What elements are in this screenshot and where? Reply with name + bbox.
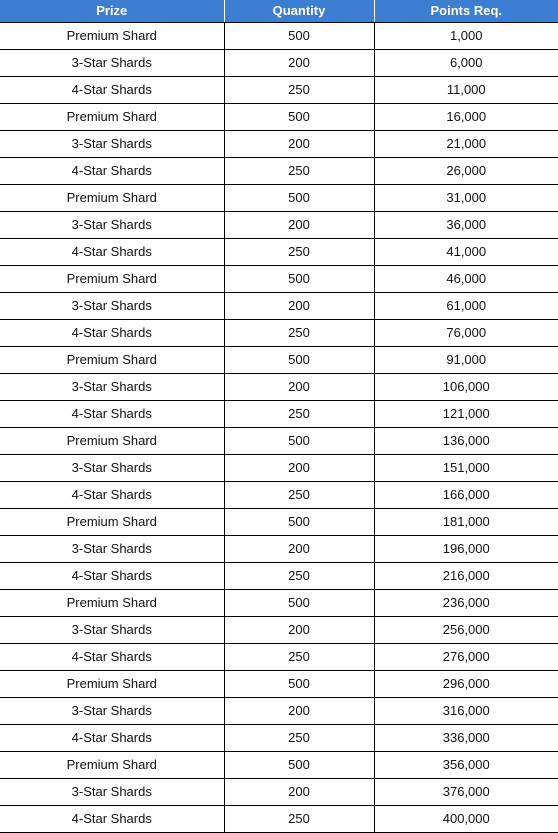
quantity-cell: 250 — [224, 481, 374, 508]
prize-cell: 3-Star Shards — [0, 778, 224, 805]
points-cell: 316,000 — [374, 697, 558, 724]
prize-cell: 4-Star Shards — [0, 157, 224, 184]
table-row — [0, 373, 558, 400]
table-row — [0, 238, 558, 265]
prize-cell: 4-Star Shards — [0, 238, 224, 265]
quantity-cell: 250 — [224, 643, 374, 670]
prize-cell: Premium Shard — [0, 670, 224, 697]
prize-cell: 4-Star Shards — [0, 724, 224, 751]
prize-cell: Premium Shard — [0, 427, 224, 454]
table-row — [0, 211, 558, 238]
prize-cell: Premium Shard — [0, 346, 224, 373]
quantity-cell: 250 — [224, 76, 374, 103]
prize-cell: Premium Shard — [0, 184, 224, 211]
prize-cell: Premium Shard — [0, 103, 224, 130]
points-cell: 121,000 — [374, 400, 558, 427]
quantity-cell: 250 — [224, 157, 374, 184]
quantity-cell: 200 — [224, 130, 374, 157]
prize-cell: Premium Shard — [0, 751, 224, 778]
quantity-cell: 500 — [224, 508, 374, 535]
quantity-cell: 200 — [224, 616, 374, 643]
prize-cell: Premium Shard — [0, 508, 224, 535]
points-cell: 376,000 — [374, 778, 558, 805]
table-row — [0, 346, 558, 373]
column-header-points-required: Points Req. — [374, 0, 558, 22]
prize-cell: 3-Star Shards — [0, 130, 224, 157]
points-cell: 36,000 — [374, 211, 558, 238]
quantity-cell: 500 — [224, 589, 374, 616]
table-header — [0, 0, 558, 22]
prize-cell: 3-Star Shards — [0, 49, 224, 76]
table-row — [0, 76, 558, 103]
quantity-cell: 250 — [224, 400, 374, 427]
points-cell: 336,000 — [374, 724, 558, 751]
quantity-cell: 200 — [224, 454, 374, 481]
header-row — [0, 0, 558, 22]
points-cell: 76,000 — [374, 319, 558, 346]
points-cell: 61,000 — [374, 292, 558, 319]
quantity-cell: 200 — [224, 778, 374, 805]
quantity-cell: 250 — [224, 805, 374, 832]
points-cell: 11,000 — [374, 76, 558, 103]
column-header-quantity: Quantity — [224, 0, 374, 22]
table-row — [0, 265, 558, 292]
prize-cell: 4-Star Shards — [0, 481, 224, 508]
points-cell: 276,000 — [374, 643, 558, 670]
prize-cell: Premium Shard — [0, 265, 224, 292]
quantity-cell: 500 — [224, 427, 374, 454]
table-row — [0, 292, 558, 319]
points-cell: 256,000 — [374, 616, 558, 643]
quantity-cell: 500 — [224, 751, 374, 778]
prize-cell: Premium Shard — [0, 589, 224, 616]
quantity-cell: 200 — [224, 292, 374, 319]
points-cell: 296,000 — [374, 670, 558, 697]
table-row — [0, 805, 558, 832]
quantity-cell: 250 — [224, 562, 374, 589]
prize-cell: 4-Star Shards — [0, 319, 224, 346]
table-row — [0, 751, 558, 778]
table-row — [0, 103, 558, 130]
quantity-cell: 250 — [224, 238, 374, 265]
table-row — [0, 616, 558, 643]
quantity-cell: 250 — [224, 319, 374, 346]
column-header-prize: Prize — [0, 0, 224, 22]
points-cell: 46,000 — [374, 265, 558, 292]
table-row — [0, 508, 558, 535]
points-cell: 196,000 — [374, 535, 558, 562]
quantity-cell: 200 — [224, 49, 374, 76]
prize-cell: 3-Star Shards — [0, 373, 224, 400]
quantity-cell: 500 — [224, 184, 374, 211]
quantity-cell: 500 — [224, 346, 374, 373]
table-row — [0, 49, 558, 76]
prize-cell: 4-Star Shards — [0, 643, 224, 670]
table-row — [0, 454, 558, 481]
table-row — [0, 157, 558, 184]
table-row — [0, 319, 558, 346]
points-cell: 356,000 — [374, 751, 558, 778]
points-cell: 91,000 — [374, 346, 558, 373]
table-body — [0, 22, 558, 832]
quantity-cell: 500 — [224, 670, 374, 697]
table-row — [0, 670, 558, 697]
quantity-cell: 500 — [224, 22, 374, 49]
table-row — [0, 724, 558, 751]
table-row — [0, 481, 558, 508]
table-row — [0, 562, 558, 589]
prize-cell: 3-Star Shards — [0, 697, 224, 724]
points-cell: 26,000 — [374, 157, 558, 184]
prize-cell: 3-Star Shards — [0, 454, 224, 481]
quantity-cell: 250 — [224, 724, 374, 751]
table-row — [0, 589, 558, 616]
quantity-cell: 200 — [224, 697, 374, 724]
quantity-cell: 200 — [224, 373, 374, 400]
prize-cell: Premium Shard — [0, 22, 224, 49]
table-row — [0, 427, 558, 454]
points-cell: 41,000 — [374, 238, 558, 265]
prize-cell: 4-Star Shards — [0, 400, 224, 427]
prize-cell: 4-Star Shards — [0, 805, 224, 832]
points-cell: 1,000 — [374, 22, 558, 49]
prize-cell: 3-Star Shards — [0, 535, 224, 562]
points-cell: 31,000 — [374, 184, 558, 211]
points-cell: 136,000 — [374, 427, 558, 454]
points-cell: 216,000 — [374, 562, 558, 589]
prize-cell: 3-Star Shards — [0, 616, 224, 643]
table-row — [0, 400, 558, 427]
quantity-cell: 500 — [224, 103, 374, 130]
quantity-cell: 200 — [224, 535, 374, 562]
prize-cell: 3-Star Shards — [0, 292, 224, 319]
table-row — [0, 643, 558, 670]
prize-cell: 4-Star Shards — [0, 76, 224, 103]
quantity-cell: 500 — [224, 265, 374, 292]
table-row — [0, 130, 558, 157]
points-cell: 181,000 — [374, 508, 558, 535]
table-row — [0, 778, 558, 805]
points-cell: 400,000 — [374, 805, 558, 832]
prize-cell: 4-Star Shards — [0, 562, 224, 589]
points-cell: 6,000 — [374, 49, 558, 76]
prize-cell: 3-Star Shards — [0, 211, 224, 238]
points-cell: 21,000 — [374, 130, 558, 157]
table-row — [0, 22, 558, 49]
points-cell: 151,000 — [374, 454, 558, 481]
points-cell: 236,000 — [374, 589, 558, 616]
points-cell: 106,000 — [374, 373, 558, 400]
points-cell: 16,000 — [374, 103, 558, 130]
table-row — [0, 184, 558, 211]
quantity-cell: 200 — [224, 211, 374, 238]
points-cell: 166,000 — [374, 481, 558, 508]
table-row — [0, 697, 558, 724]
table-row — [0, 535, 558, 562]
